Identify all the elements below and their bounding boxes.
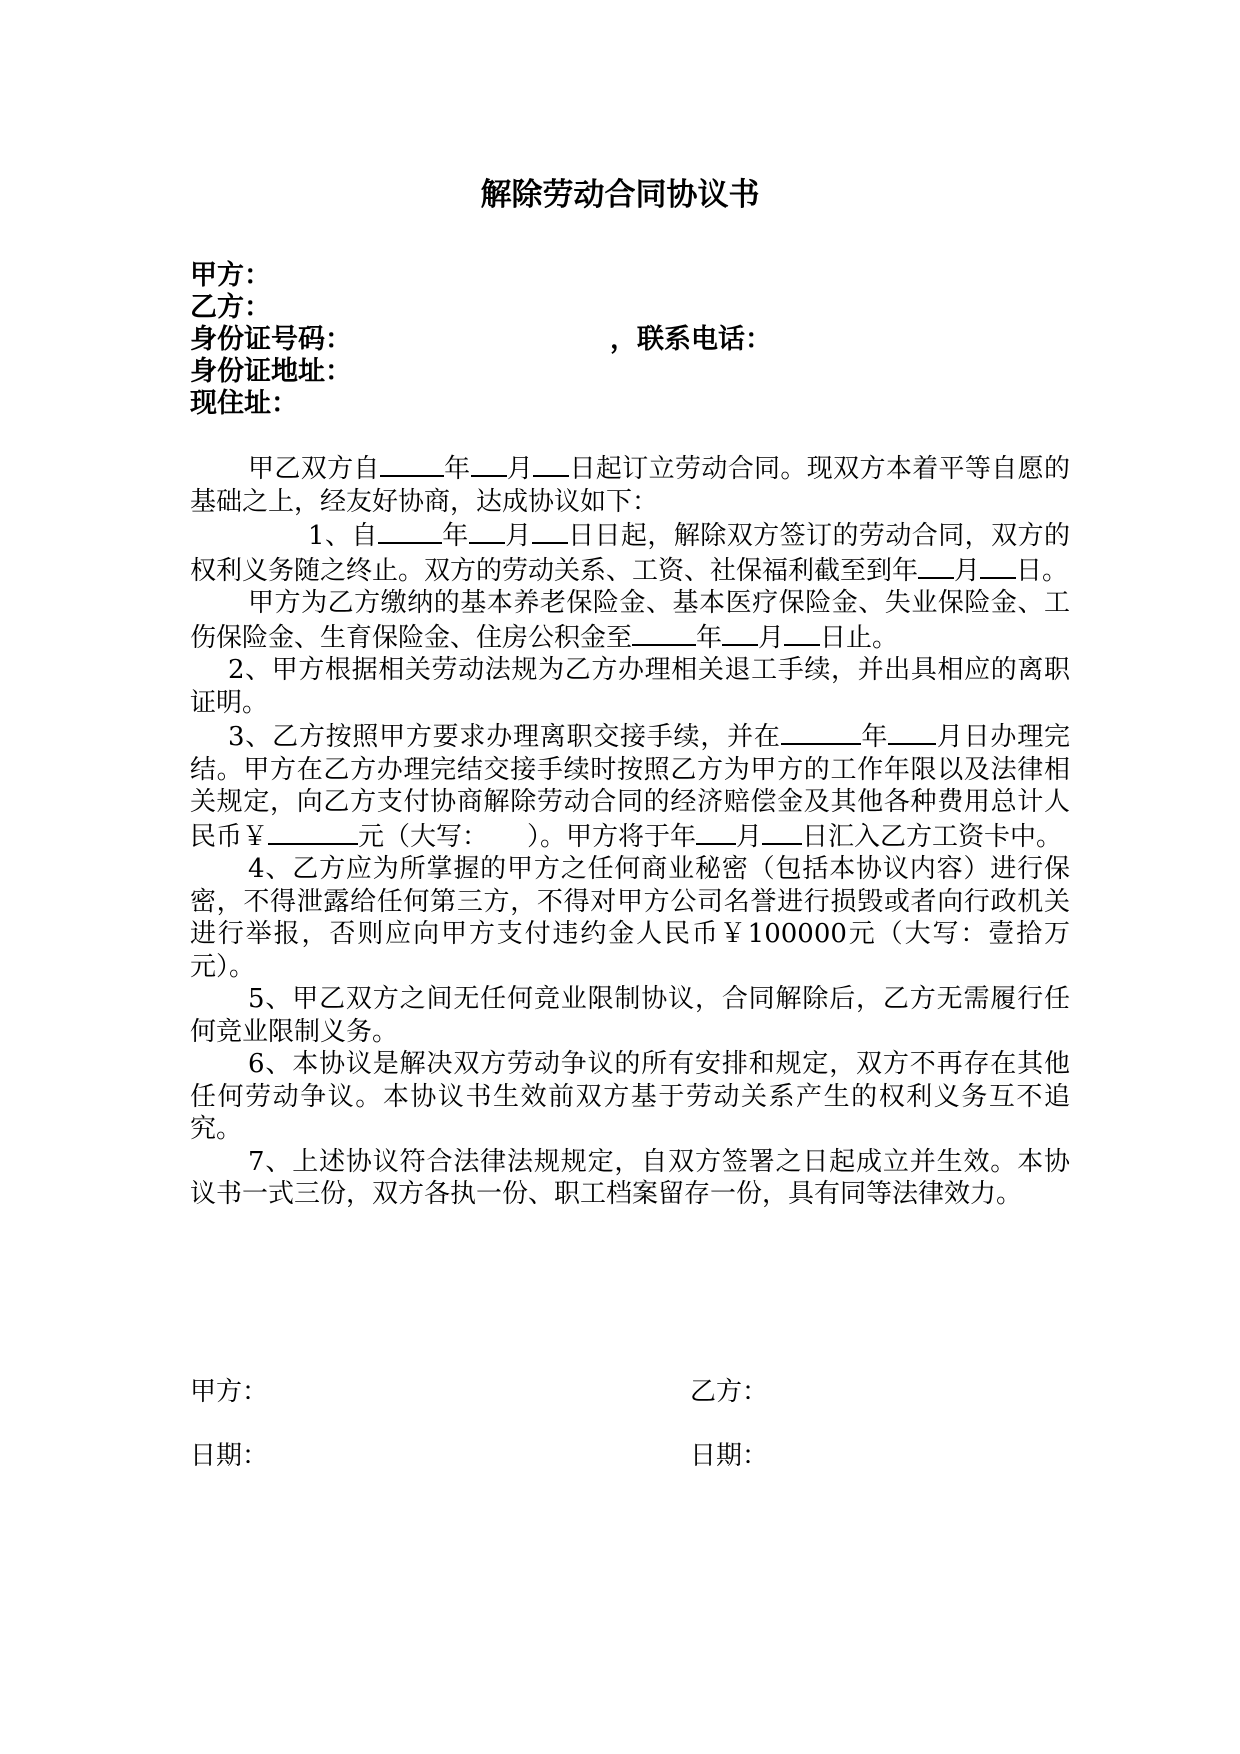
party-b-label: 乙方： xyxy=(190,292,271,323)
clause-1b-text-1: 甲方为乙方缴纳的基本养老保险金、基本医疗保险金、失业保险金、工伤保险金、生育保险金、住房公积金至 xyxy=(190,588,1070,653)
contract-body xyxy=(190,451,1070,1211)
current-address-label: 现住址： xyxy=(190,388,298,419)
intro-text-4: 日起订立劳动合同。现双方本着平等自愿的基础之上，经友好协商，达成协议如下： xyxy=(190,454,1070,517)
signature-party-a: 甲方： xyxy=(190,1377,269,1407)
blank-day xyxy=(762,819,802,845)
blank-month xyxy=(888,719,936,745)
blank-month xyxy=(471,451,507,477)
clause-1b-text-3: 月 xyxy=(758,622,785,653)
clause-7: 7、上述协议符合法律法规规定，自双方签署之日起成立并生效。本协议书一式三份，双方各执一份、职工档案留存一份，具有同等法律效力。 xyxy=(190,1146,1070,1209)
clause-3 xyxy=(190,719,1070,853)
clause-3-text-2: 年 xyxy=(860,722,889,752)
intro-paragraph xyxy=(190,451,1070,518)
party-a-label: 甲方： xyxy=(190,260,271,291)
clause-1-text-5: 月 xyxy=(954,555,981,586)
clause-3-text-1: 3、乙方按照甲方要求办理离职交接手续，并在 xyxy=(228,722,781,752)
clause-1-text-1: 1、自 xyxy=(308,521,378,551)
party-info-block xyxy=(190,260,1070,420)
blank-day xyxy=(980,553,1016,579)
clause-6: 6、本协议是解决双方劳动争议的所有安排和规定，双方不再存在其他任何劳动争议。本协议书生效前双方基于劳动关系产生的权利义务互不追究。 xyxy=(190,1049,1070,1144)
clause-1b xyxy=(190,587,1070,654)
id-address-line xyxy=(190,356,1070,388)
party-b-line xyxy=(190,292,1070,324)
clause-1b-text-2: 年 xyxy=(696,622,723,653)
intro-text-1: 甲乙双方自 xyxy=(248,454,380,484)
blank-year xyxy=(632,620,696,646)
id-phone-line xyxy=(190,324,1070,356)
clause-4: 4、乙方应为所掌握的甲方之任何商业秘密（包括本协议内容）进行保密，不得泄露给任何第三方，不得对甲方公司名誉进行损毁或者向行政机关进行举报，否则应向甲方支付违约金人民币￥100000元（大写：壹拾万元）。 xyxy=(190,854,1070,982)
blank-month xyxy=(722,620,758,646)
clause-3-text-6: 日汇入乙方工资卡中。 xyxy=(802,821,1063,852)
clause-2: 2、甲方根据相关劳动法规为乙方办理相关退工手续，并出具相应的离职证明。 xyxy=(190,655,1070,718)
intro-text-2: 年 xyxy=(443,454,471,484)
signature-date-a: 日期： xyxy=(190,1441,269,1471)
clause-3-text-5: 月 xyxy=(736,821,763,852)
signature-party-b: 乙方： xyxy=(690,1377,769,1407)
phone-label: ，联系电话： xyxy=(610,324,772,355)
clause-1b-text-4: 日止。 xyxy=(820,622,899,653)
clause-1-text-2: 年 xyxy=(441,521,469,551)
clause-1-text-3: 月 xyxy=(504,521,532,551)
blank-month xyxy=(696,819,736,845)
clause-3-text-3: 月日办理完结。甲方在乙方办理完结交接手续时按照乙方为甲方的工作年限以及法律相关规定，向乙方支付协商解除劳动合同的经济赔偿金及其他各种费用总计人民币￥ xyxy=(190,722,1070,852)
clause-5: 5、甲乙双方之间无任何竞业限制协议，合同解除后，乙方无需履行任何竞业限制义务。 xyxy=(190,984,1070,1047)
id-number-label: 身份证号码： xyxy=(190,324,352,355)
current-address-line xyxy=(190,388,1070,420)
blank-year xyxy=(781,719,861,745)
blank-year xyxy=(380,451,444,477)
clause-1-text-4: 日日起，解除双方签订的劳动合同，双方的权利义务随之终止。双方的劳动关系、工资、社保福利截至到年 xyxy=(190,521,1070,586)
clause-1 xyxy=(190,518,1070,587)
intro-text-3: 月 xyxy=(506,454,534,484)
blank-month xyxy=(469,518,505,544)
blank-day xyxy=(784,620,820,646)
blank-day xyxy=(533,451,569,477)
clause-1-text-6: 日。 xyxy=(1016,555,1069,586)
clause-3-text-4: 元（大写： ）。甲方将于年 xyxy=(358,821,697,852)
blank-amount xyxy=(268,819,358,845)
blank-month xyxy=(918,553,954,579)
signature-date-b: 日期： xyxy=(690,1441,769,1471)
document-title: 解除劳动合同协议书 xyxy=(480,177,760,213)
party-a-line xyxy=(190,260,1070,292)
blank-day xyxy=(532,518,568,544)
id-address-label: 身份证地址： xyxy=(190,356,352,387)
blank-year xyxy=(378,518,442,544)
